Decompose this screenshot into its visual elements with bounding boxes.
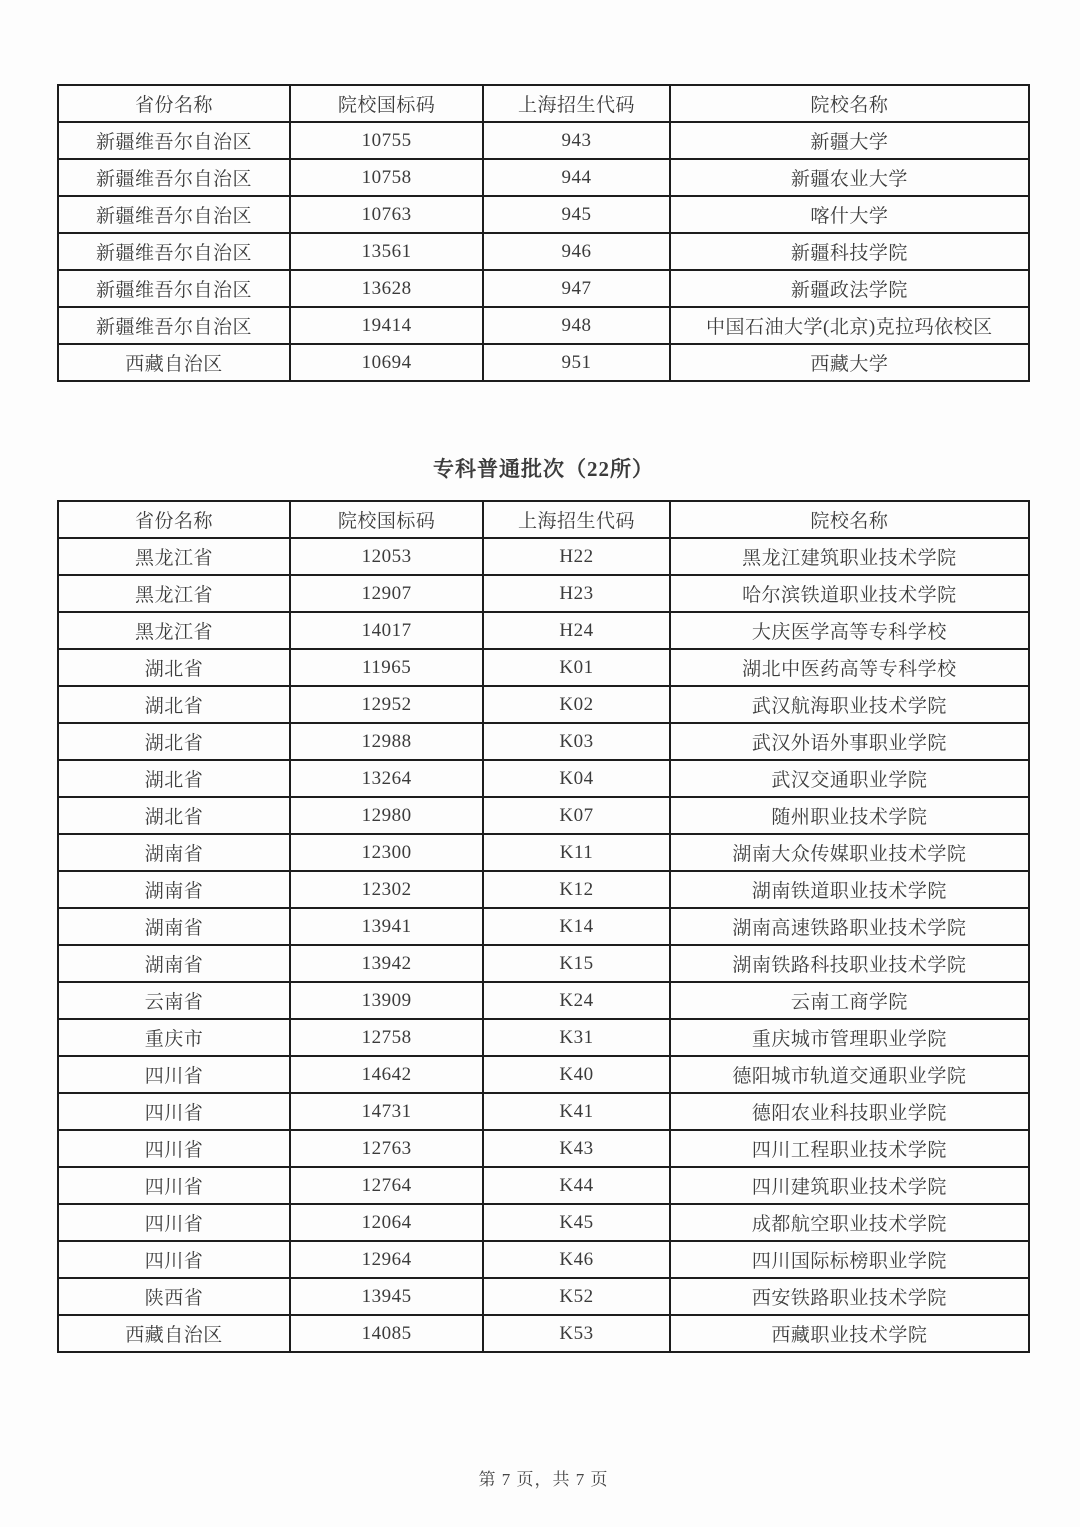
table-cell: K11 [483, 834, 669, 871]
table-cell: H23 [483, 575, 669, 612]
col-header-national-code: 院校国标码 [290, 85, 483, 122]
table-cell: 946 [483, 233, 669, 270]
table-cell: 四川省 [58, 1130, 290, 1167]
table-row [58, 575, 1029, 612]
table-row [58, 1019, 1029, 1056]
table-cell: 西藏自治区 [58, 344, 290, 381]
table-cell: 13945 [290, 1278, 483, 1315]
table-cell: 19414 [290, 307, 483, 344]
table-body [58, 538, 1029, 1352]
table-header-row [58, 501, 1029, 538]
table-row [58, 122, 1029, 159]
table-row [58, 1093, 1029, 1130]
table-cell: 西藏职业技术学院 [670, 1315, 1029, 1352]
table-cell: 948 [483, 307, 669, 344]
col-header-province: 省份名称 [58, 85, 290, 122]
table-cell: 新疆政法学院 [670, 270, 1029, 307]
table-cell: 13942 [290, 945, 483, 982]
table-body [58, 122, 1029, 381]
table-cell: 12980 [290, 797, 483, 834]
table-cell: 12064 [290, 1204, 483, 1241]
table-cell: 湖南高速铁路职业技术学院 [670, 908, 1029, 945]
table-cell: 新疆维吾尔自治区 [58, 307, 290, 344]
table-cell: 13264 [290, 760, 483, 797]
table-cell: K46 [483, 1241, 669, 1278]
table-row [58, 1056, 1029, 1093]
table-cell: 12907 [290, 575, 483, 612]
table-cell: 湖南省 [58, 908, 290, 945]
table-cell: 14017 [290, 612, 483, 649]
table-row [58, 649, 1029, 686]
table-cell: 武汉交通职业学院 [670, 760, 1029, 797]
table-cell: K02 [483, 686, 669, 723]
table-cell: 947 [483, 270, 669, 307]
table-row [58, 760, 1029, 797]
table-cell: 黑龙江省 [58, 575, 290, 612]
table-row [58, 233, 1029, 270]
table-cell: H24 [483, 612, 669, 649]
table-cell: 湖北省 [58, 723, 290, 760]
table-cell: 湖南省 [58, 871, 290, 908]
table-row [58, 908, 1029, 945]
table-cell: 武汉航海职业技术学院 [670, 686, 1029, 723]
table-cell: 陕西省 [58, 1278, 290, 1315]
table-cell: K24 [483, 982, 669, 1019]
table-cell: 黑龙江省 [58, 538, 290, 575]
table-row [58, 538, 1029, 575]
table-cell: 四川省 [58, 1204, 290, 1241]
table-row [58, 270, 1029, 307]
table-row [58, 1204, 1029, 1241]
table-cell: K03 [483, 723, 669, 760]
table-cell: 湖北省 [58, 760, 290, 797]
table-cell: 10758 [290, 159, 483, 196]
table-row [58, 1167, 1029, 1204]
table-row [58, 797, 1029, 834]
table-cell: K07 [483, 797, 669, 834]
table-cell: 12764 [290, 1167, 483, 1204]
table-cell: 13628 [290, 270, 483, 307]
table-cell: 成都航空职业技术学院 [670, 1204, 1029, 1241]
table-cell: 中国石油大学(北京)克拉玛依校区 [670, 307, 1029, 344]
table-row [58, 834, 1029, 871]
table-row [58, 871, 1029, 908]
table-cell: 哈尔滨铁道职业技术学院 [670, 575, 1029, 612]
table-cell: 13941 [290, 908, 483, 945]
col-header-institution: 院校名称 [670, 85, 1029, 122]
col-header-shanghai-code: 上海招生代码 [483, 85, 669, 122]
col-header-national-code: 院校国标码 [290, 501, 483, 538]
table-row [58, 1315, 1029, 1352]
table-cell: 云南工商学院 [670, 982, 1029, 1019]
table-cell: 新疆维吾尔自治区 [58, 122, 290, 159]
table-cell: 12988 [290, 723, 483, 760]
table-cell: K01 [483, 649, 669, 686]
table-header [58, 85, 1029, 122]
table-cell: 随州职业技术学院 [670, 797, 1029, 834]
table-row [58, 344, 1029, 381]
table-cell: 重庆城市管理职业学院 [670, 1019, 1029, 1056]
table-cell: K04 [483, 760, 669, 797]
table-cell: K52 [483, 1278, 669, 1315]
table-row [58, 982, 1029, 1019]
table-cell: 湖北省 [58, 649, 290, 686]
table-cell: K45 [483, 1204, 669, 1241]
table-cell: 德阳农业科技职业学院 [670, 1093, 1029, 1130]
table-cell: 四川省 [58, 1056, 290, 1093]
table-cell: 11965 [290, 649, 483, 686]
table-cell: 945 [483, 196, 669, 233]
table-cell: 12302 [290, 871, 483, 908]
table-cell: K14 [483, 908, 669, 945]
table-cell: 德阳城市轨道交通职业学院 [670, 1056, 1029, 1093]
table-header-row [58, 85, 1029, 122]
admission-codes-table-continued [57, 84, 1030, 382]
table-cell: 西藏大学 [670, 344, 1029, 381]
table-row [58, 159, 1029, 196]
table-cell: 新疆大学 [670, 122, 1029, 159]
table-row [58, 686, 1029, 723]
table-row [58, 307, 1029, 344]
table-header [58, 501, 1029, 538]
table-cell: 湖南省 [58, 945, 290, 982]
table-cell: K41 [483, 1093, 669, 1130]
table-cell: 四川省 [58, 1241, 290, 1278]
table-cell: 黑龙江建筑职业技术学院 [670, 538, 1029, 575]
table-cell: 西安铁路职业技术学院 [670, 1278, 1029, 1315]
table-cell: 云南省 [58, 982, 290, 1019]
admission-codes-table-zhuanke [57, 500, 1030, 1353]
table-cell: 湖南大众传媒职业技术学院 [670, 834, 1029, 871]
table-cell: 四川建筑职业技术学院 [670, 1167, 1029, 1204]
table-cell: 西藏自治区 [58, 1315, 290, 1352]
table-row [58, 723, 1029, 760]
table-cell: 湖北中医药高等专科学校 [670, 649, 1029, 686]
table-cell: 12964 [290, 1241, 483, 1278]
table-cell: 12758 [290, 1019, 483, 1056]
table-cell: K40 [483, 1056, 669, 1093]
table-cell: 喀什大学 [670, 196, 1029, 233]
table-cell: 湖北省 [58, 797, 290, 834]
table-cell: 12952 [290, 686, 483, 723]
table-row [58, 945, 1029, 982]
table-cell: 黑龙江省 [58, 612, 290, 649]
table-cell: 12053 [290, 538, 483, 575]
table-cell: K43 [483, 1130, 669, 1167]
table-cell: 新疆科技学院 [670, 233, 1029, 270]
table-cell: 大庆医学高等专科学校 [670, 612, 1029, 649]
table-cell: K44 [483, 1167, 669, 1204]
table-cell: 943 [483, 122, 669, 159]
table-row [58, 1278, 1029, 1315]
table-cell: 四川工程职业技术学院 [670, 1130, 1029, 1167]
table-row [58, 612, 1029, 649]
table-row [58, 1241, 1029, 1278]
table-cell: 四川省 [58, 1167, 290, 1204]
table-cell: 10755 [290, 122, 483, 159]
table-row [58, 1130, 1029, 1167]
table-cell: K15 [483, 945, 669, 982]
table-cell: 湖北省 [58, 686, 290, 723]
table-cell: 13909 [290, 982, 483, 1019]
table-cell: 新疆维吾尔自治区 [58, 159, 290, 196]
table-cell: K31 [483, 1019, 669, 1056]
table-cell: 13561 [290, 233, 483, 270]
table-cell: 四川省 [58, 1093, 290, 1130]
col-header-shanghai-code: 上海招生代码 [483, 501, 669, 538]
table-cell: 14085 [290, 1315, 483, 1352]
page-number-footer: 第 7 页，共 7 页 [478, 1470, 609, 1489]
table-cell: 951 [483, 344, 669, 381]
table-cell: 14642 [290, 1056, 483, 1093]
table-cell: 新疆维吾尔自治区 [58, 233, 290, 270]
table-cell: 湖南省 [58, 834, 290, 871]
col-header-province: 省份名称 [58, 501, 290, 538]
table-cell: 新疆维吾尔自治区 [58, 270, 290, 307]
table-row [58, 196, 1029, 233]
table-cell: 14731 [290, 1093, 483, 1130]
table-cell: K12 [483, 871, 669, 908]
table-cell: 10763 [290, 196, 483, 233]
table-cell: 10694 [290, 344, 483, 381]
table-cell: 湖南铁路科技职业技术学院 [670, 945, 1029, 982]
table-cell: 新疆维吾尔自治区 [58, 196, 290, 233]
table-cell: 944 [483, 159, 669, 196]
table-cell: H22 [483, 538, 669, 575]
table-cell: 四川国际标榜职业学院 [670, 1241, 1029, 1278]
section-title-zhuanke-batch: 专科普通批次（22所） [433, 457, 654, 481]
table-cell: 12763 [290, 1130, 483, 1167]
col-header-institution: 院校名称 [670, 501, 1029, 538]
table-cell: 新疆农业大学 [670, 159, 1029, 196]
table-cell: 武汉外语外事职业学院 [670, 723, 1029, 760]
table-cell: 12300 [290, 834, 483, 871]
table-cell: K53 [483, 1315, 669, 1352]
table-cell: 重庆市 [58, 1019, 290, 1056]
table-cell: 湖南铁道职业技术学院 [670, 871, 1029, 908]
